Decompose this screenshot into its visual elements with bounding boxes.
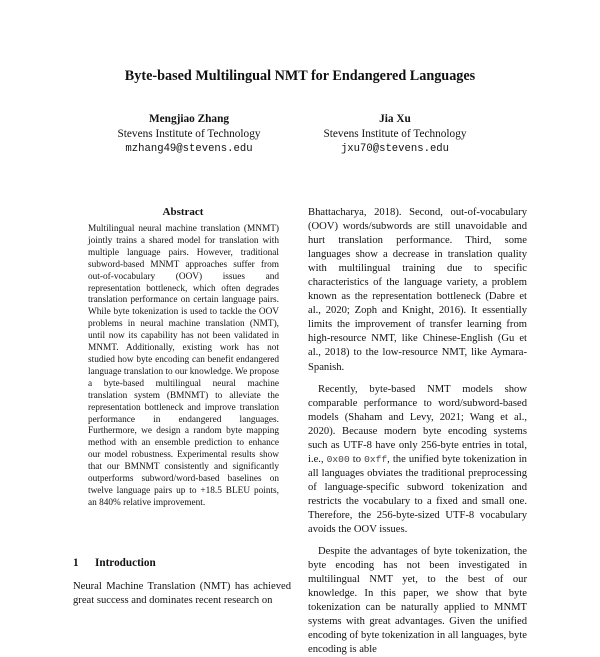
section-heading: [73, 557, 156, 569]
code-literal: 0xff: [364, 453, 388, 465]
abstract-heading: Abstract: [162, 206, 204, 218]
author-affiliation: Stevens Institute of Technology: [323, 128, 467, 140]
paper-title: Byte-based Multilingual NMT for Endangered Languages: [124, 68, 476, 84]
code-literal: 0x00: [326, 453, 350, 465]
paragraph: [308, 383, 527, 538]
author-name: Mengjiao Zhang: [148, 113, 230, 125]
author-block-1: [79, 112, 299, 157]
author-email: jxu70@stevens.edu: [340, 143, 450, 155]
intro-paragraph: Neural Machine Translation (NMT) has achieved great success and dominates recent research on: [73, 581, 291, 606]
right-column: [308, 206, 527, 657]
abstract-text: Multilingual neural machine translation (MNMT) jointly trains a shared model for translation with multiple language pairs. However, traditional subword-based MNMT approaches suffer from out-of-vocabulary (OOV) issues and representation bottleneck, which often degrades translation performance on certain language pairs. While byte tokenization is used to tackle the OOV problems in neural machine translation (NMT), until now its capability has not been validated in MNMT. Additionally, existing work has not studied how byte encoding can benefit endangered language translation to our knowledge. We propose a byte-based multilingual neural machine translation system (BMNMT) to alleviate the representation bottleneck and improve translation performance in endangered languages. Furthermore, we design a random byte mapping method with an ensemble prediction to enhance our model robustness. Experimental results show that our BMNMT consistently and significantly outperforms subword/word-based baselines on twelve language pairs up to +18.5 BLEU points, an 840% relative improvement.: [88, 224, 279, 508]
section-number: 1: [73, 557, 79, 569]
author-email: mzhang49@stevens.edu: [125, 143, 253, 155]
paragraph-text: Recently, byte-based NMT models show comparable performance to word/subword-based models (Shaham and Levy, 2021; Wang et al., 2020). Because modern byte encoding systems such as UTF-8 have only 256-byte entries in total, i.e.,: [308, 383, 527, 465]
section-title: Introduction: [95, 557, 156, 569]
paragraph: Despite the advantages of byte tokenization, the byte encoding has not been investigated in multilingual NMT yet, to the best of our knowledge. In this paper, we show that byte tokenization can be naturally applied to MNMT systems with great advantages. Given the unified encoding of byte tokenization in all languages, byte encoding is able: [308, 546, 527, 656]
author-affiliation: Stevens Institute of Technology: [117, 128, 261, 140]
paragraph: Bhattacharya, 2018). Second, out-of-vocabulary (OOV) words/subwords are still unavoidable and hurt translation performance. Third, some languages show a decrease in translation quality with multilingual training due to specific characteristics of the language variety, a problem known as the representation bottleneck (Dabre et al., 2020; Zoph and Knight, 2016). It essentially limits the improvement of transfer learning from high-resource NMT, like Chinese-English (Gu et al., 2018) to the low-resource NMT, like Aymara-Spanish.: [308, 207, 527, 373]
author-block-2: [285, 112, 505, 157]
author-name: Jia Xu: [379, 113, 411, 125]
paragraph-text: to: [352, 453, 362, 465]
intro-body: [73, 580, 291, 608]
abstract-body: [88, 224, 279, 510]
paragraph-text: , the unified byte tokenization in all languages obviates the traditional preprocessing of language-specific subword tokenization and restricts the vocabulary to a fixed and small one. Therefore, the 256-byte-sized UTF-8 vocabulary avoids the OOV issues.: [308, 453, 527, 536]
